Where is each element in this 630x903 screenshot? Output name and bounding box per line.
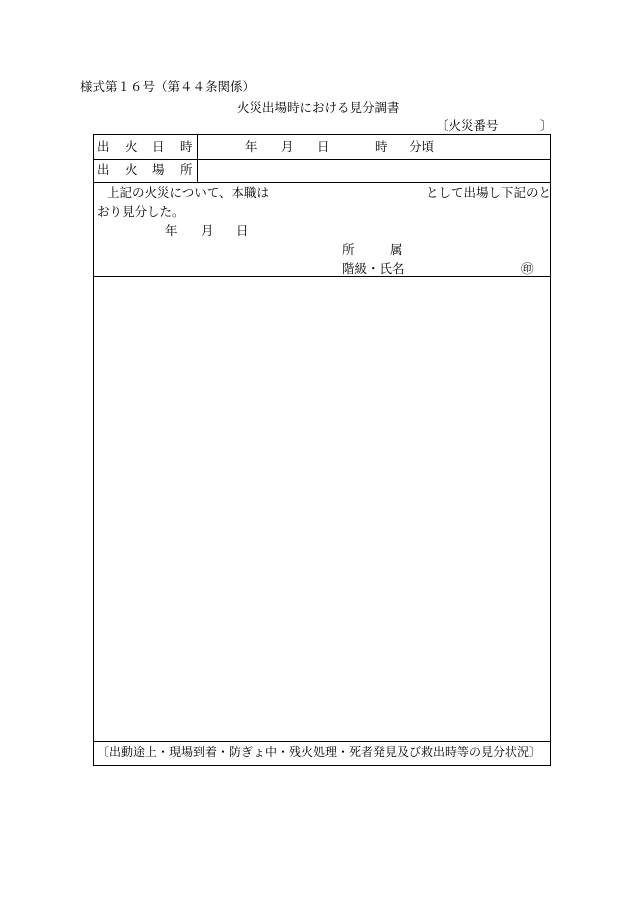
outbreak-datetime-label-char: 火 xyxy=(125,139,138,154)
affiliation-label-char: 所 xyxy=(342,242,355,257)
statement-month-unit: 月 xyxy=(201,223,214,238)
row-divider xyxy=(94,159,550,160)
statement-day-unit: 日 xyxy=(236,223,249,238)
footer-note: 〔出動途上・現場到着・防ぎょ中・残火処理・死者発見及び救出時等の見分状況〕 xyxy=(97,745,542,759)
form-number: 様式第１６号（第４４条関係） xyxy=(80,79,256,94)
fire-number-bracket-close: 〕 xyxy=(540,118,553,133)
affiliation-label-char: 属 xyxy=(390,242,403,257)
outbreak-datetime-label-char: 出 xyxy=(97,139,110,154)
day-unit: 日 xyxy=(317,139,330,154)
minute-unit: 分頃 xyxy=(409,139,435,154)
statement-line1-start: 上記の火災について、本職は xyxy=(107,185,270,200)
form-frame xyxy=(93,134,551,766)
outbreak-place-label-char: 出 xyxy=(97,162,110,177)
hour-unit: 時 xyxy=(375,139,388,154)
seal-mark-icon: ㊞ xyxy=(521,261,534,276)
month-unit: 月 xyxy=(281,139,294,154)
outbreak-datetime-label-char: 時 xyxy=(180,139,193,154)
statement-line2: おり見分した。 xyxy=(97,204,185,219)
document-title: 火災出場時における見分調書 xyxy=(237,100,400,115)
statement-year-unit: 年 xyxy=(165,223,178,238)
statement-line1-end: として出場し下記のと xyxy=(426,185,552,200)
outbreak-place-label-char: 所 xyxy=(180,162,193,177)
outbreak-datetime-label-char: 日 xyxy=(152,139,165,154)
outbreak-place-label-char: 場 xyxy=(152,162,165,177)
outbreak-place-label-char: 火 xyxy=(125,162,138,177)
row-divider xyxy=(94,182,550,183)
year-unit: 年 xyxy=(245,139,258,154)
row-divider xyxy=(94,276,550,277)
rank-name-label: 階級・氏名 xyxy=(342,261,405,276)
column-divider xyxy=(197,135,198,182)
row-divider xyxy=(94,741,550,742)
fire-number-label: 〔火災番号 xyxy=(436,118,499,133)
